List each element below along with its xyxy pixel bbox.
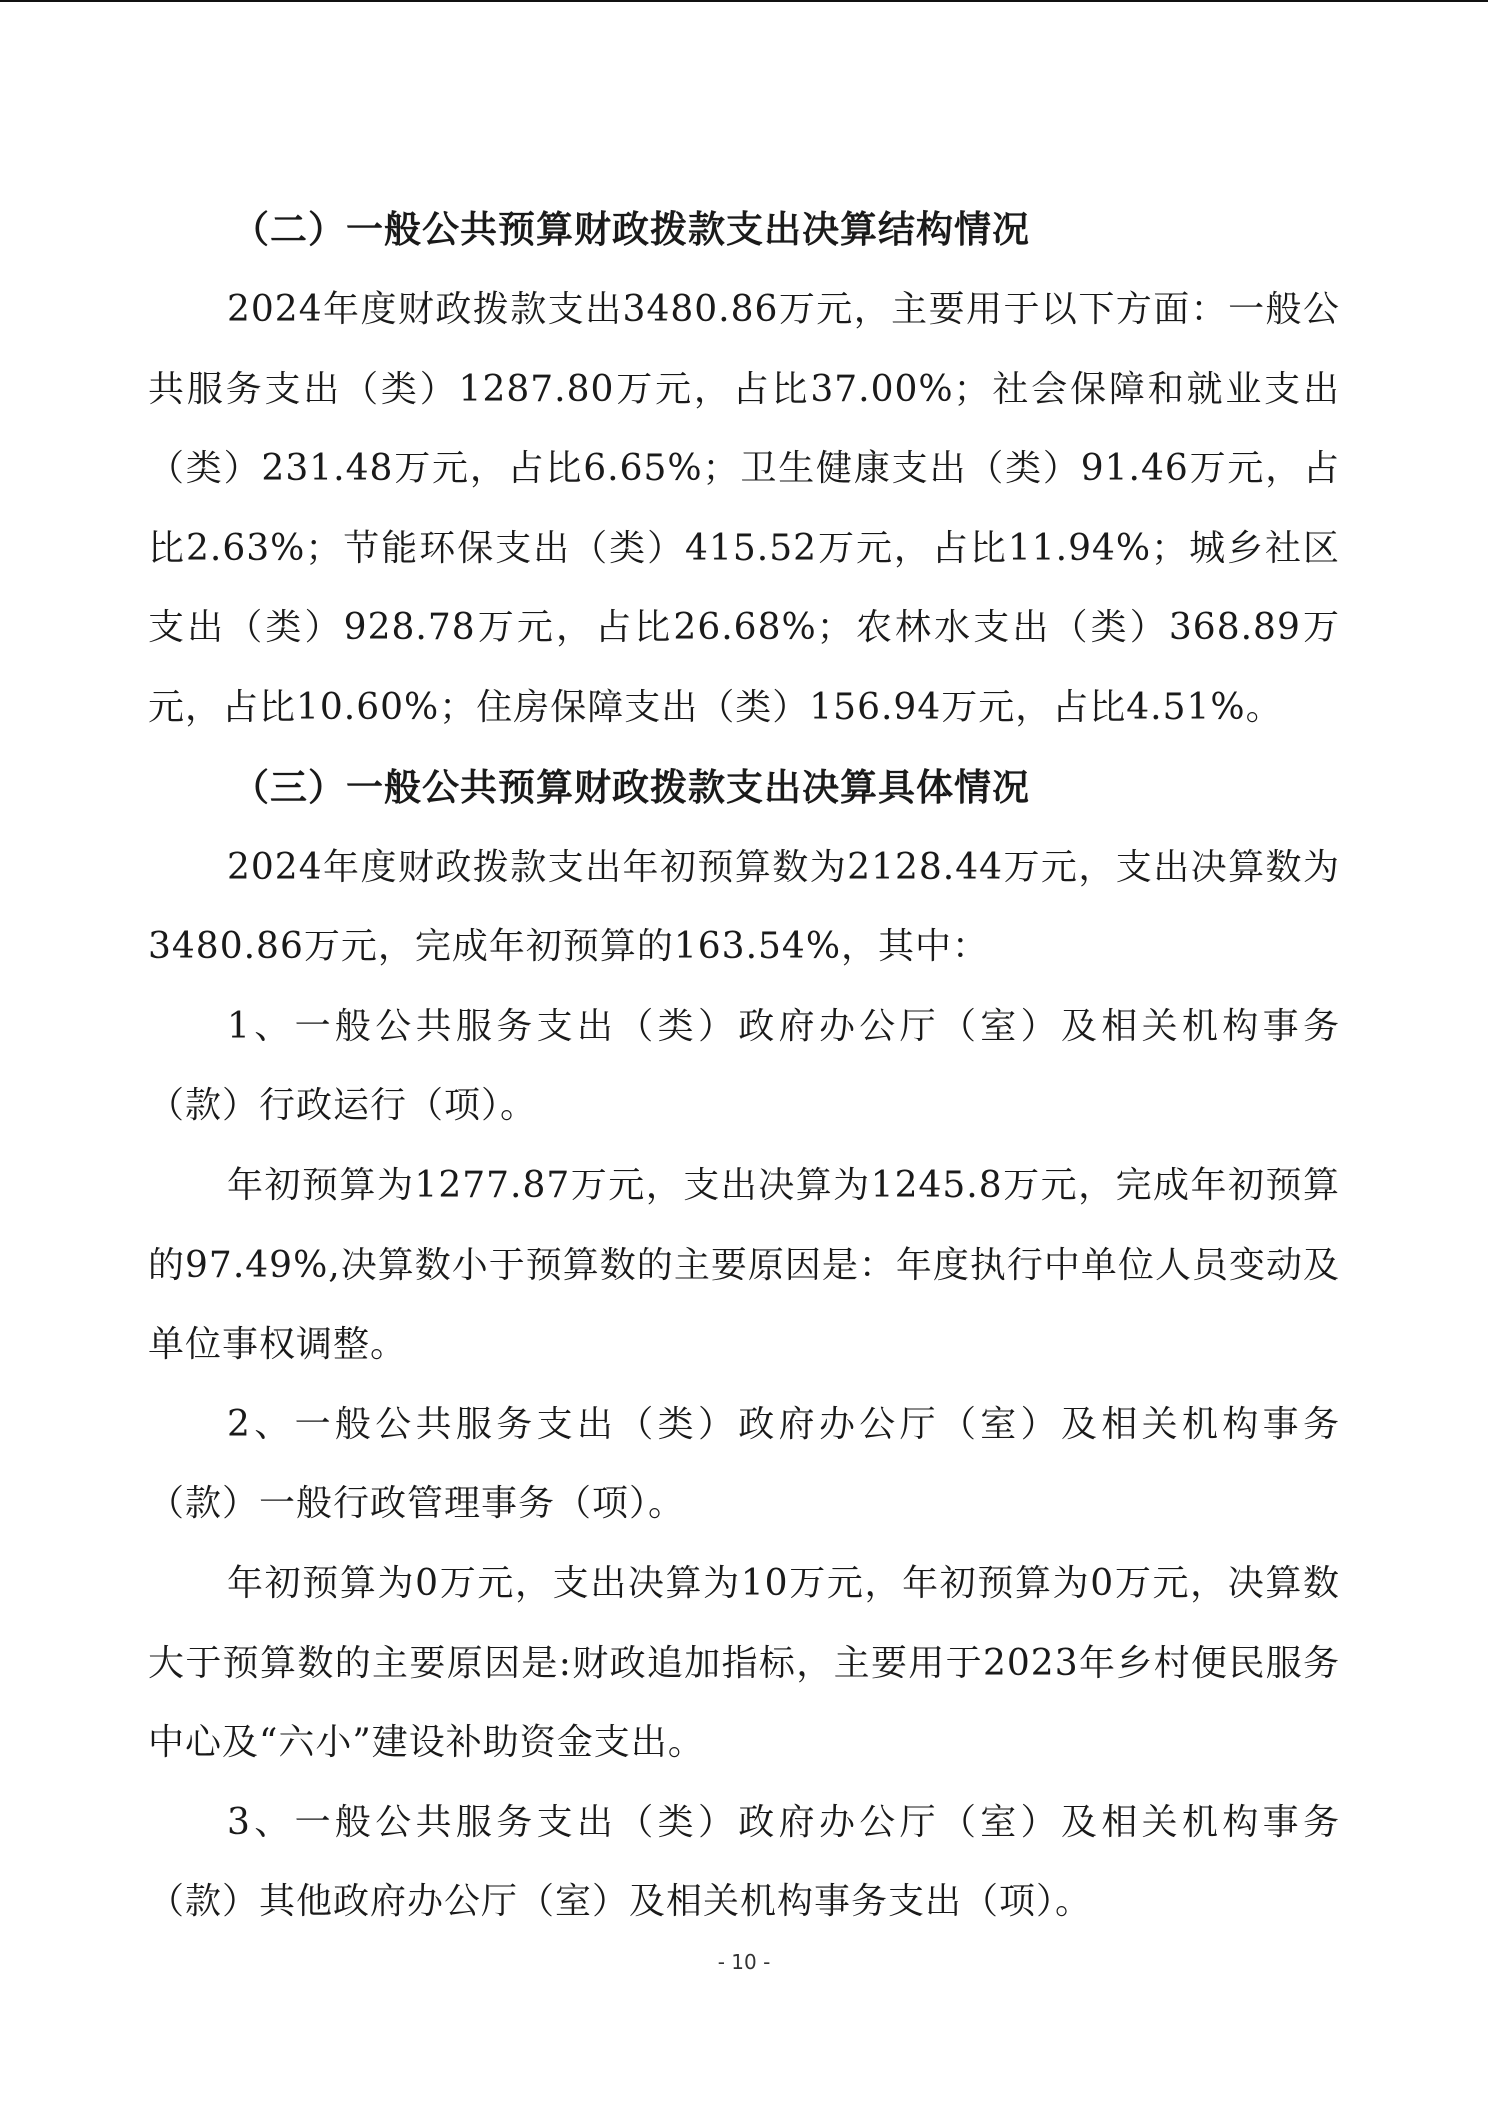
item-2-body: 年初预算为0万元，支出决算为10万元，年初预算为0万元，决算数大于预算数的主要原因是:财政追加指标，主要用于2023年乡村便民服务中心及“六小”建设补助资金支出。: [148, 1562, 1340, 1764]
item-1-body: 年初预算为1277.87万元，支出决算为1245.8万元，完成年初预算的97.49%,决算数小于预算数的主要原因是：年度执行中单位人员变动及单位事权调整。: [148, 1164, 1340, 1366]
section-3-heading: （三）一般公共预算财政拨款支出决算具体情况: [232, 765, 1030, 809]
section-3-intro: 2024年度财政拨款支出年初预算数为2128.44万元，支出决算数为3480.86万元，完成年初预算的163.54%，其中：: [148, 846, 1340, 968]
document-body: [148, 190, 1340, 1942]
section-2-body: 2024年度财政拨款支出3480.86万元，主要用于以下方面：一般公共服务支出（类）1287.80万元，占比37.00%；社会保障和就业支出（类）231.48万元，占比6.65%；卫生健康支出（类）91.46万元，占比2.63%；节能环保支出（类）415.52万元，占比11.94%；城乡社区支出（类）928.78万元，占比26.68%；农林水支出（类）368.89万元，占比10.60%；住房保障支出（类）156.94万元，占比4.51%。: [148, 289, 1340, 728]
item-1-title: 1、一般公共服务支出（类）政府办公厅（室）及相关机构事务（款）行政运行（项）。: [148, 1005, 1340, 1127]
section-2-heading: （二）一般公共预算财政拨款支出决算结构情况: [232, 208, 1030, 251]
item-2-title: 2、一般公共服务支出（类）政府办公厅（室）及相关机构事务（款）一般行政管理事务（项）。: [148, 1403, 1340, 1525]
item-3-title: 3、一般公共服务支出（类）政府办公厅（室）及相关机构事务（款）其他政府办公厅（室）及相关机构事务支出（项）。: [148, 1801, 1340, 1923]
top-border-line: [0, 0, 1488, 2]
page-number: - 10 -: [717, 1950, 771, 1974]
